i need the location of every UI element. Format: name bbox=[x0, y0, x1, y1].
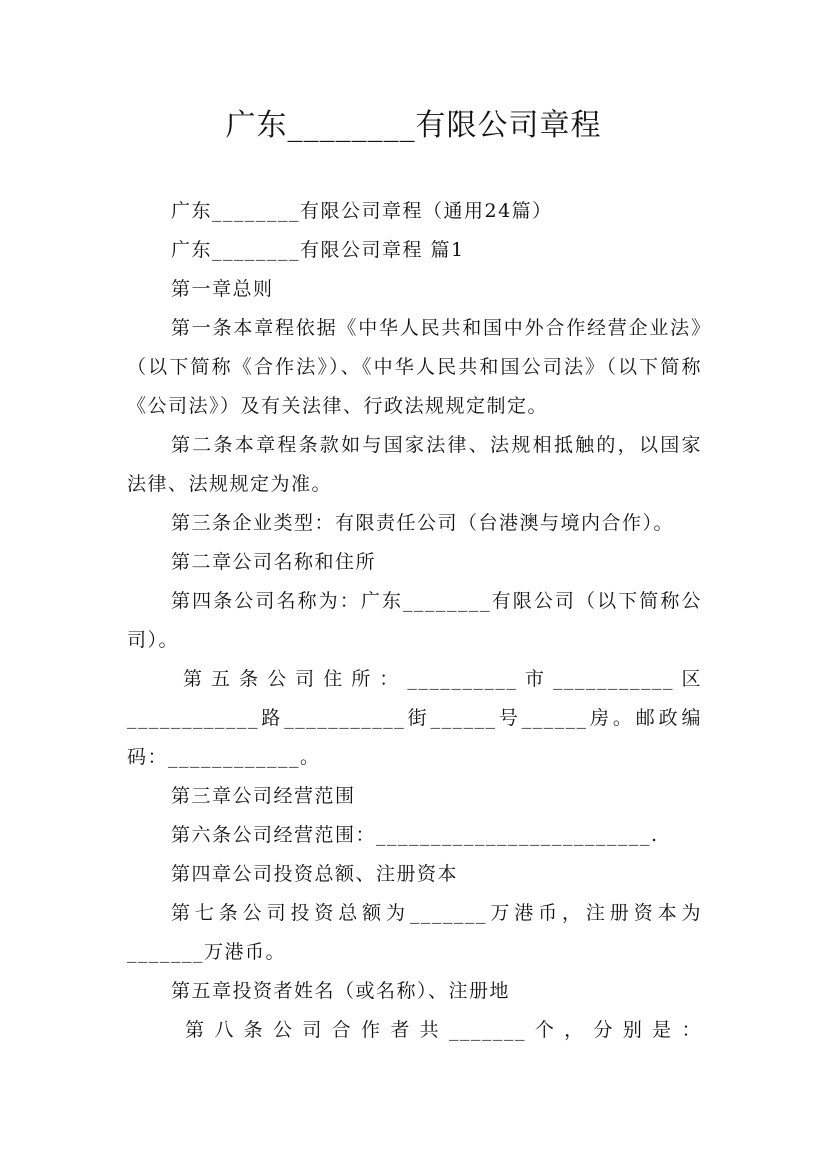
article-paragraph: 第三条企业类型：有限责任公司（台港澳与境内合作）。 bbox=[171, 512, 675, 534]
subtitle-line: 广东________有限公司章程（通用24篇） bbox=[171, 200, 553, 222]
document-title: 广东________有限公司章程 bbox=[225, 108, 602, 143]
chapter-heading: 第二章公司名称和住所 bbox=[171, 551, 377, 573]
article-paragraph-continued: ____________路___________街______号______房。邮政编 bbox=[127, 707, 702, 729]
chapter-heading: 第三章公司经营范围 bbox=[171, 785, 356, 807]
chapter-heading: 第一章总则 bbox=[171, 278, 274, 300]
chapter-heading: 第四章公司投资总额、注册资本 bbox=[171, 863, 459, 885]
article-paragraph: 第二条本章程条款如与国家法律、法规相抵触的，以国家法律、法规规定为准。 bbox=[127, 434, 702, 495]
article-paragraph: 第八条公司合作者共_______个，分别是： bbox=[185, 1019, 702, 1041]
section-heading-article-1: 广东________有限公司章程 篇1 bbox=[171, 239, 465, 261]
chapter-heading: 第五章投资者姓名（或名称）、注册地 bbox=[171, 980, 511, 1002]
article-paragraph: 第五条公司住所：__________市___________区 bbox=[183, 668, 702, 690]
article-paragraph: 第七条公司投资总额为_______万港币，注册资本为_______万港币。 bbox=[127, 902, 702, 963]
article-paragraph-continued: 码：____________。 bbox=[127, 746, 321, 768]
article-paragraph: 第四条公司名称为：广东________有限公司（以下简称公司）。 bbox=[127, 590, 702, 651]
article-paragraph: 第一条本章程依据《中华人民共和国中外合作经营企业法》（以下简称《合作法》）、《中华人民共和国公司法》（以下简称《公司法》）及有关法律、行政法规规定制定。 bbox=[127, 317, 702, 417]
article-paragraph: 第六条公司经营范围：_________________________. bbox=[171, 824, 659, 846]
